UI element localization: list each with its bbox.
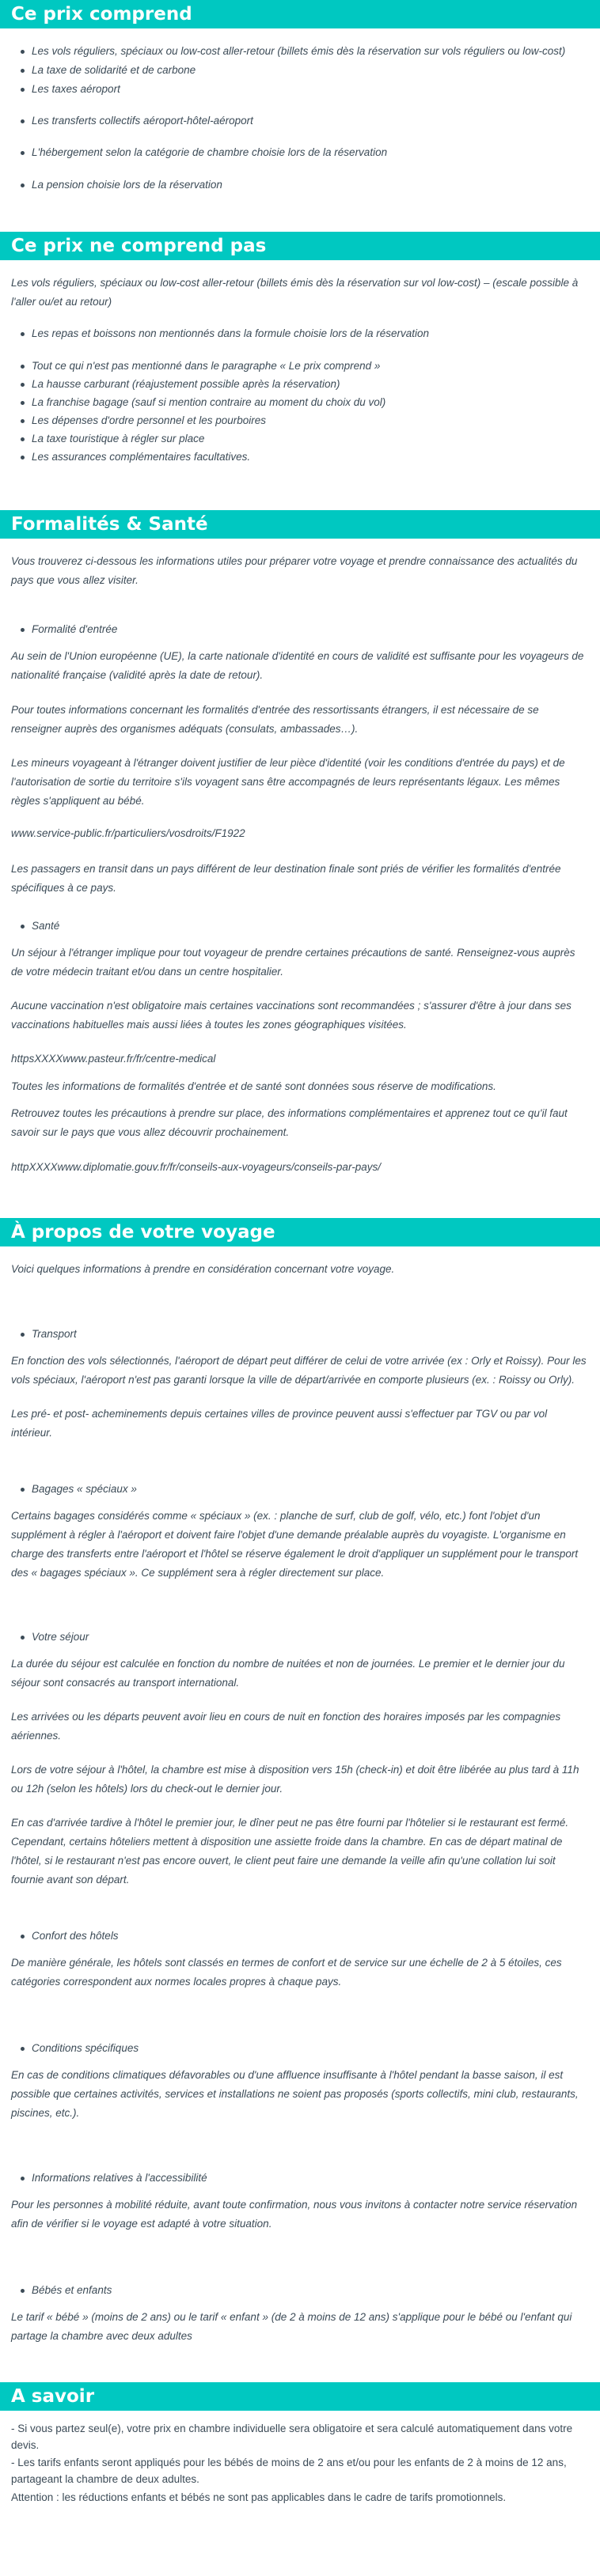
subheading-accessibilite: Informations relatives à l'accessibilité — [21, 2169, 600, 2188]
paragraph: Attention : les réductions enfants et bébés ne sont pas applicables dans le cadre de tarifs promotionnels. — [11, 2491, 507, 2503]
list-item: La taxe touristique à régler sur place — [21, 429, 600, 448]
paragraph: Les vols réguliers, spéciaux ou low-cost aller-retour (billets émis dès la réservation sur vol low-cost) – (escale possible à l'aller ou/et au retour) — [11, 277, 579, 308]
paragraph: En cas d'arrivée tardive à l'hôtel le premier jour, le dîner peut ne pas être fourni par l'hôtelier si le restaurant est fermé. Cependant, certains hôteliers mettent à disposition une assiette froide dans la chambre. En cas de départ matinal de l'hôtel, si le restaurant n'est pas encore ouvert, le client peut faire une demande la veille afin qu'une collation lui soit fournie avant son départ. — [11, 1817, 569, 1886]
section-title-formalites-sante: Formalités & Santé — [0, 510, 600, 539]
paragraph: - Si vous partez seul(e), votre prix en chambre individuelle sera obligatoire et sera calculé automatiquement dans votre devis. — [11, 2423, 573, 2451]
subheading-bebes: Bébés et enfants — [21, 2281, 600, 2300]
list-item: Les vols réguliers, spéciaux ou low-cost aller-retour (billets émis dès la réservation sur vols réguliers ou low-cost) — [21, 42, 600, 61]
subheading-sante: Santé — [21, 917, 600, 936]
list-item: Les taxes aéroport — [21, 80, 600, 99]
paragraph: Lors de votre séjour à l'hôtel, la chambre est mise à disposition vers 15h (check-in) et doit être libérée au plus tard à 11h ou 12h (selon les hôtels) lors du check-out le dernier jour. — [11, 1764, 579, 1795]
paragraph: Voici quelques informations à prendre en considération concernant votre voyage. — [11, 1263, 395, 1275]
link-service-public[interactable]: www.service-public.fr/particuliers/vosdroits/F1922 — [11, 827, 245, 839]
paragraph: Au sein de l'Union européenne (UE), la carte nationale d'identité en cours de validité est suffisante pour les voyageurs de nationalité française (validité après la date de retour). — [11, 650, 584, 681]
list-item: La taxe de solidarité et de carbone — [21, 61, 600, 80]
paragraph: Vous trouverez ci-dessous les informations utiles pour préparer votre voyage et prendre connaissance des actualités du pays que vous allez visiter. — [11, 555, 578, 586]
section-title-a-propos: À propos de votre voyage — [0, 1218, 600, 1246]
paragraph: Les passagers en transit dans un pays différent de leur destination finale sont priés de vérifier les formalités d'entrée spécifiques à ce pays. — [11, 863, 561, 894]
paragraph: Pour les personnes à mobilité réduite, avant toute confirmation, nous vous invitons à contacter notre service réservation afin de vérifier si le voyage est adapté à votre situation. — [11, 2199, 578, 2230]
paragraph: De manière générale, les hôtels sont classés en termes de confort et de service sur une échelle de 2 à 5 étoiles, ces catégories correspondent aux normes locales propres à chaque pays. — [11, 1957, 562, 1988]
list-item: Les repas et boissons non mentionnés dans la formule choisie lors de la réservation — [21, 324, 600, 343]
paragraph: En cas de conditions climatiques défavorables ou d'une affluence insuffisante à l'hôtel pendant la basse saison, il est possible que certaines activités, services et installations ne soient pas proposés (sports collectifs, mini club, restaurants, piscines, etc.). — [11, 2069, 579, 2119]
subheading-transport: Transport — [21, 1325, 600, 1344]
paragraph: Les pré- et post- acheminements depuis certaines villes de province peuvent aussi s'effectuer par TGV ou par vol intérieur. — [11, 1408, 548, 1439]
paragraph: Retrouvez toutes les précautions à prendre sur place, des informations complémentaires et apprenez tout ce qu'il faut savoir sur le pays que vous allez découvrir prochainement. — [11, 1107, 568, 1138]
list-item: La hausse carburant (réajustement possible après la réservation) — [21, 375, 600, 394]
subheading-formalite-entree: Formalité d'entrée — [21, 620, 600, 639]
paragraph: Les arrivées ou les départs peuvent avoir lieu en cours de nuit en fonction des horaires imposés par les compagnies aériennes. — [11, 1711, 561, 1742]
paragraph: Les mineurs voyageant à l'étranger doivent justifier de leur pièce d'identité (voir les conditions d'entrée du pays) et de l'autorisation de sortie du territoire s'ils voyagent sans être accompagnés de leurs représentants légaux. Les mêmes règles s'appliquent au bébé. — [11, 757, 565, 807]
paragraph: Certains bagages considérés comme « spéciaux » (ex. : planche de surf, club de golf, vélo, etc.) font l'objet d'un supplément à régler à l'aéroport et doivent faire l'objet d'une demande préalable auprès du voyagiste. L'organisme en charge des transferts entre l'aéroport et l'hôtel se réserve également le droit d'appliquer un supplément pour le transport des « bagages spéciaux ». Ce supplément sera à régler directement sur place. — [11, 1510, 579, 1579]
paragraph: Le tarif « bébé » (moins de 2 ans) ou le tarif « enfant » (de 2 à moins de 12 ans) s'applique pour le bébé ou l'enfant qui partage la chambre avec deux adultes — [11, 2311, 572, 2342]
section-title-prix-comprend: Ce prix comprend — [0, 0, 600, 28]
subheading-bagages: Bagages « spéciaux » — [21, 1480, 600, 1499]
paragraph: En fonction des vols sélectionnés, l'aéroport de départ peut différer de celui de votre arrivée (ex : Orly et Roissy). Pour les vols spéciaux, l'aéroport n'est pas garanti lorsque la ville de départ/arrivée en comporte plusieurs (ex. : Roissy ou Orly). — [11, 1355, 587, 1386]
list-item: Tout ce qui n'est pas mentionné dans le paragraphe « Le prix comprend » — [21, 357, 600, 376]
list-item: Les transferts collectifs aéroport-hôtel-aéroport — [21, 112, 600, 131]
list-item: Les dépenses d'ordre personnel et les pourboires — [21, 411, 600, 430]
link-pasteur[interactable]: httpsXXXXwww.pasteur.fr/fr/centre-medical — [11, 1053, 216, 1065]
subheading-confort: Confort des hôtels — [21, 1927, 600, 1946]
paragraph: Toutes les informations de formalités d'entrée et de santé sont données sous réserve de modifications. — [11, 1080, 496, 1092]
subheading-conditions: Conditions spécifiques — [21, 2039, 600, 2058]
paragraph: Un séjour à l'étranger implique pour tout voyageur de prendre certaines précautions de santé. Renseignez-vous auprès de votre médecin traitant et/ou dans un centre hospitalier. — [11, 947, 575, 978]
list-item: L'hébergement selon la catégorie de chambre choisie lors de la réservation — [21, 143, 600, 162]
paragraph: - Les tarifs enfants seront appliqués pour les bébés de moins de 2 ans et/ou pour les enfants de 2 à moins de 12 ans, partageant la chambre de deux adultes. — [11, 2457, 567, 2485]
list-item: La franchise bagage (sauf si mention contraire au moment du choix du vol) — [21, 393, 600, 412]
section-title-a-savoir: A savoir — [0, 2382, 600, 2411]
link-diplomatie[interactable]: httpXXXXwww.diplomatie.gouv.fr/fr/conseils-aux-voyageurs/conseils-par-pays/ — [11, 1161, 381, 1173]
section-title-prix-ne-comprend-pas: Ce prix ne comprend pas — [0, 232, 600, 260]
paragraph: Aucune vaccination n'est obligatoire mais certaines vaccinations sont recommandées ; s'assurer d'être à jour dans ses vaccinations habituelles mais aussi liées à toutes les zones géographiques visitées. — [11, 1000, 572, 1031]
paragraph: La durée du séjour est calculée en fonction du nombre de nuitées et non de journées. Le premier et le dernier jour du séjour sont consacrés au transport international. — [11, 1658, 565, 1689]
list-item: Les assurances complémentaires facultatives. — [21, 448, 600, 467]
subheading-sejour: Votre séjour — [21, 1628, 600, 1647]
paragraph: Pour toutes informations concernant les formalités d'entrée des ressortissants étrangers, il est nécessaire de se renseigner auprès des organismes adéquats (consulats, ambassades…). — [11, 704, 539, 735]
list-item: La pension choisie lors de la réservation — [21, 176, 600, 195]
